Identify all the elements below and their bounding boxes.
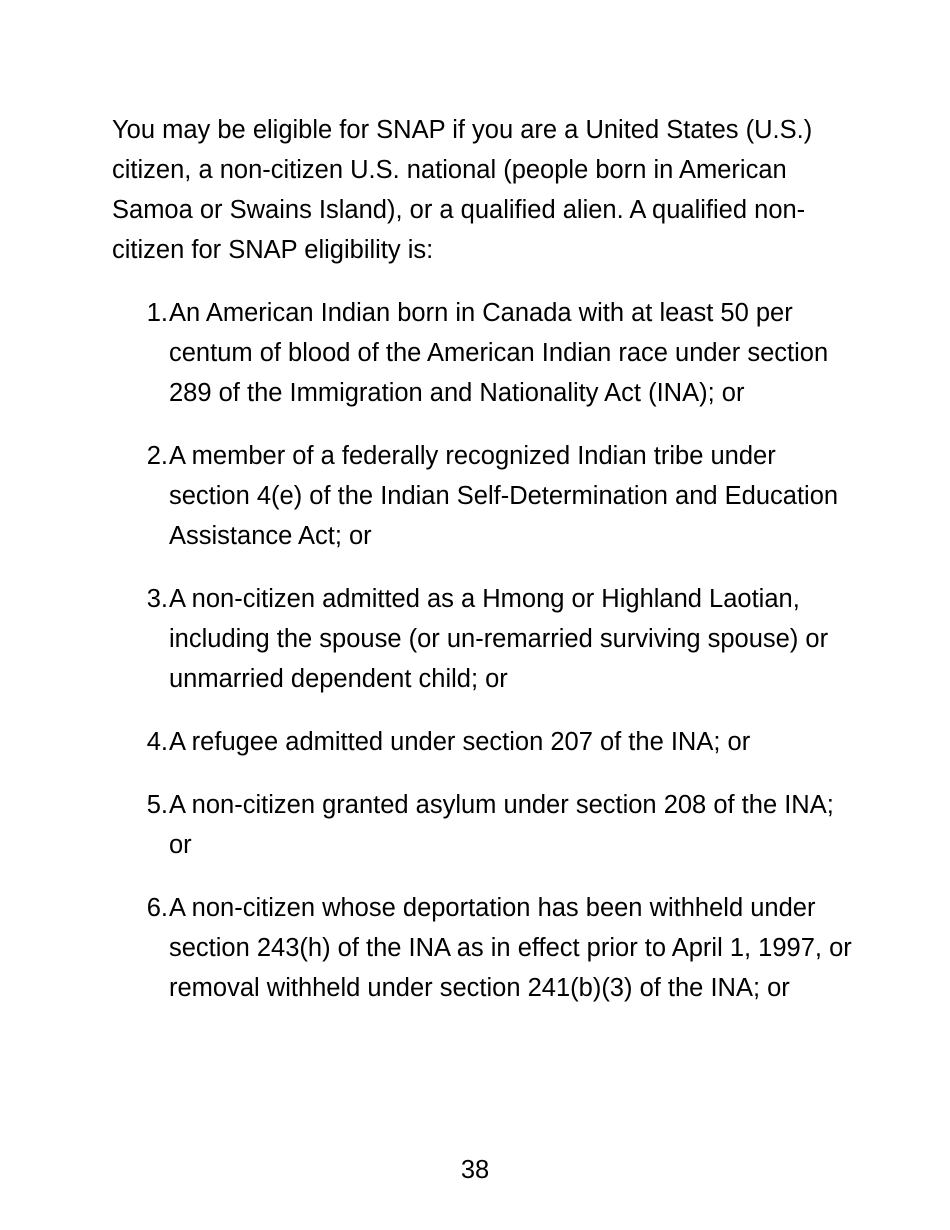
list-item-number: 3. [146,585,168,613]
list-item [112,888,852,1008]
list-item-text: A non-citizen admitted as a Hmong or Highland Laotian, including the spouse (or un-remarried surviving spouse) or unmarried dependent child; or [169,585,829,693]
page-number: 38 [460,1156,490,1184]
intro-paragraph: You may be eligible for SNAP if you are a United States (U.S.) citizen, a non-citizen U.S. national (people born in American Samoa or Swains Island), or a qualified alien. A qualified non-citizen for SNAP eligibility is: [112,116,813,264]
list-item [112,722,852,762]
list-item-number: 6. [146,894,168,922]
eligibility-list [112,293,852,1008]
list-item-text: A refugee admitted under section 207 of the INA; or [169,728,751,756]
list-item [112,579,852,699]
document-page [112,110,852,1031]
list-item-number: 2. [146,442,168,470]
list-item [112,785,852,865]
list-item-number: 4. [146,728,168,756]
list-item-text: A non-citizen whose deportation has been withheld under section 243(h) of the INA as in effect prior to April 1, 1997, or removal withheld under section 241(b)(3) of the INA; or [169,894,852,1002]
list-item-number: 1. [146,299,168,327]
list-item-number: 5. [146,791,168,819]
list-item-text: An American Indian born in Canada with at least 50 per centum of blood of the American Indian race under section 289 of the Immigration and Nationality Act (INA); or [169,299,829,407]
list-item-text: A non-citizen granted asylum under section 208 of the INA; or [169,791,834,859]
list-item-text: A member of a federally recognized Indian tribe under section 4(e) of the Indian Self-Determination and Education Assistance Act; or [169,442,839,550]
list-item [112,436,852,556]
list-item [112,293,852,413]
